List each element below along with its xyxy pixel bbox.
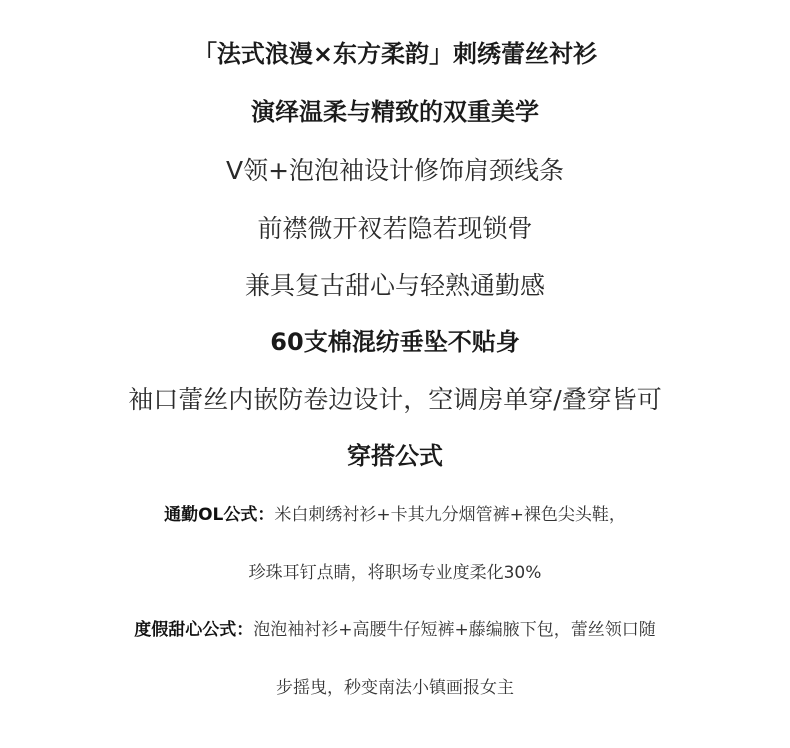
formula-text: 泡泡袖衬衫+高腰牛仔短裤+藤编腋下包，蕾丝领口随 <box>253 620 656 640</box>
feature-line: 前襟微开衩若隐若现锁骨 <box>257 214 533 243</box>
fabric-heading: 60支棉混纺垂坠不贴身 <box>270 328 520 356</box>
formula-text: 米白刺绣衬衫+卡其九分烟管裤+裸色尖头鞋， <box>274 505 626 525</box>
formula-commute-line1 <box>0 507 790 524</box>
feature-line: 兼具复古甜心与轻熟通勤感 <box>244 271 545 300</box>
product-subtitle: 演绎温柔与精致的双重美学 <box>251 98 539 126</box>
formula-vacation-line1 <box>0 622 790 639</box>
outfit-heading: 穿搭公式 <box>347 442 443 470</box>
fabric-text: 袖口蕾丝内嵌防卷边设计，空调房单穿/叠穿皆可 <box>128 385 662 414</box>
formula-label: 通勤OL公式： <box>164 505 275 525</box>
product-title: 「法式浪漫×东方柔韵」刺绣蕾丝衬衫 <box>192 40 598 68</box>
formula-vacation-line2: 步摇曳，秒变南法小镇画报女主 <box>276 678 514 698</box>
feature-line: V领+泡泡袖设计修饰肩颈线条 <box>225 156 565 185</box>
formula-commute-line2: 珍珠耳钉点睛，将职场专业度柔化30% <box>248 563 542 583</box>
formula-label: 度假甜心公式： <box>134 620 254 640</box>
